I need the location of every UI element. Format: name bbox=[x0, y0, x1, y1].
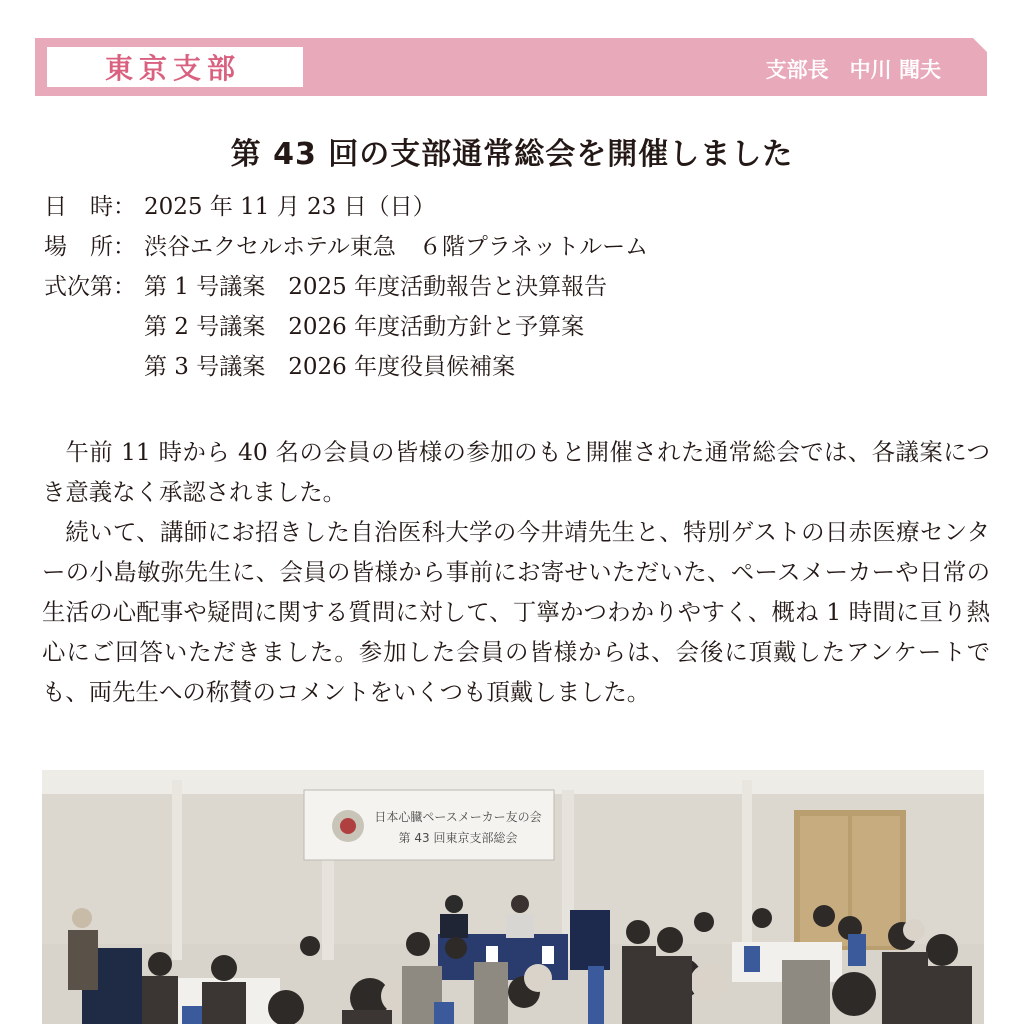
banner-line1: 日本心臓ペースメーカー友の会 bbox=[374, 810, 542, 824]
paragraph: 午前 11 時から 40 名の会員の皆様の参加のもと開催された通常総会では、各議案につき意義なく承認されました。 bbox=[42, 438, 990, 506]
branch-leader: 支部長 中川 聞夫 bbox=[765, 58, 941, 82]
article-title: 第 43 回の支部通常総会を開催しました bbox=[230, 137, 794, 172]
meeting-photo bbox=[42, 770, 984, 1024]
article-body bbox=[42, 432, 990, 712]
agenda-item: 第 3 号議案 2026 年度役員候補案 bbox=[144, 354, 516, 380]
branch-name: 東京支部 bbox=[47, 47, 303, 87]
paragraph: 続いて、講師にお招きした自治医科大学の今井靖先生と、特別ゲストの日赤医療センターの小島敏弥先生に、会員の皆様から事前にお寄せいただいた、ペースメーカーや日常の生活の心配事や疑問に関する質問に対して、丁寧かつわかりやすく、概ね 1 時間に亘り熱心にご回答いただきました。参加した会員の皆様からは、会後に頂戴したアンケートでも、両先生への称賛のコメントをいくつも頂戴しました。 bbox=[42, 518, 990, 706]
agenda-label: 式次第： bbox=[44, 274, 136, 300]
agenda-row bbox=[44, 347, 648, 387]
agenda-item: 第 2 号議案 2026 年度活動方針と予算案 bbox=[144, 314, 585, 340]
corner-fold bbox=[973, 38, 987, 52]
agenda-item: 第 1 号議案 2025 年度活動報告と決算報告 bbox=[144, 274, 608, 300]
place-label: 場 所： bbox=[44, 234, 136, 260]
place-value: 渋谷エクセルホテル東急 ６階プラネットルーム bbox=[144, 234, 649, 260]
banner-line2: 第 43 回東京支部総会 bbox=[398, 831, 518, 845]
date-label: 日 時： bbox=[44, 194, 136, 220]
agenda-row bbox=[44, 267, 648, 307]
meeting-banner bbox=[304, 790, 554, 860]
date-value: 2025 年 11 月 23 日（日） bbox=[144, 194, 436, 220]
meeting-info bbox=[44, 187, 648, 387]
branch-header-bar bbox=[35, 38, 987, 96]
agenda-row bbox=[44, 307, 648, 347]
place-row bbox=[44, 227, 648, 267]
date-row bbox=[44, 187, 648, 227]
